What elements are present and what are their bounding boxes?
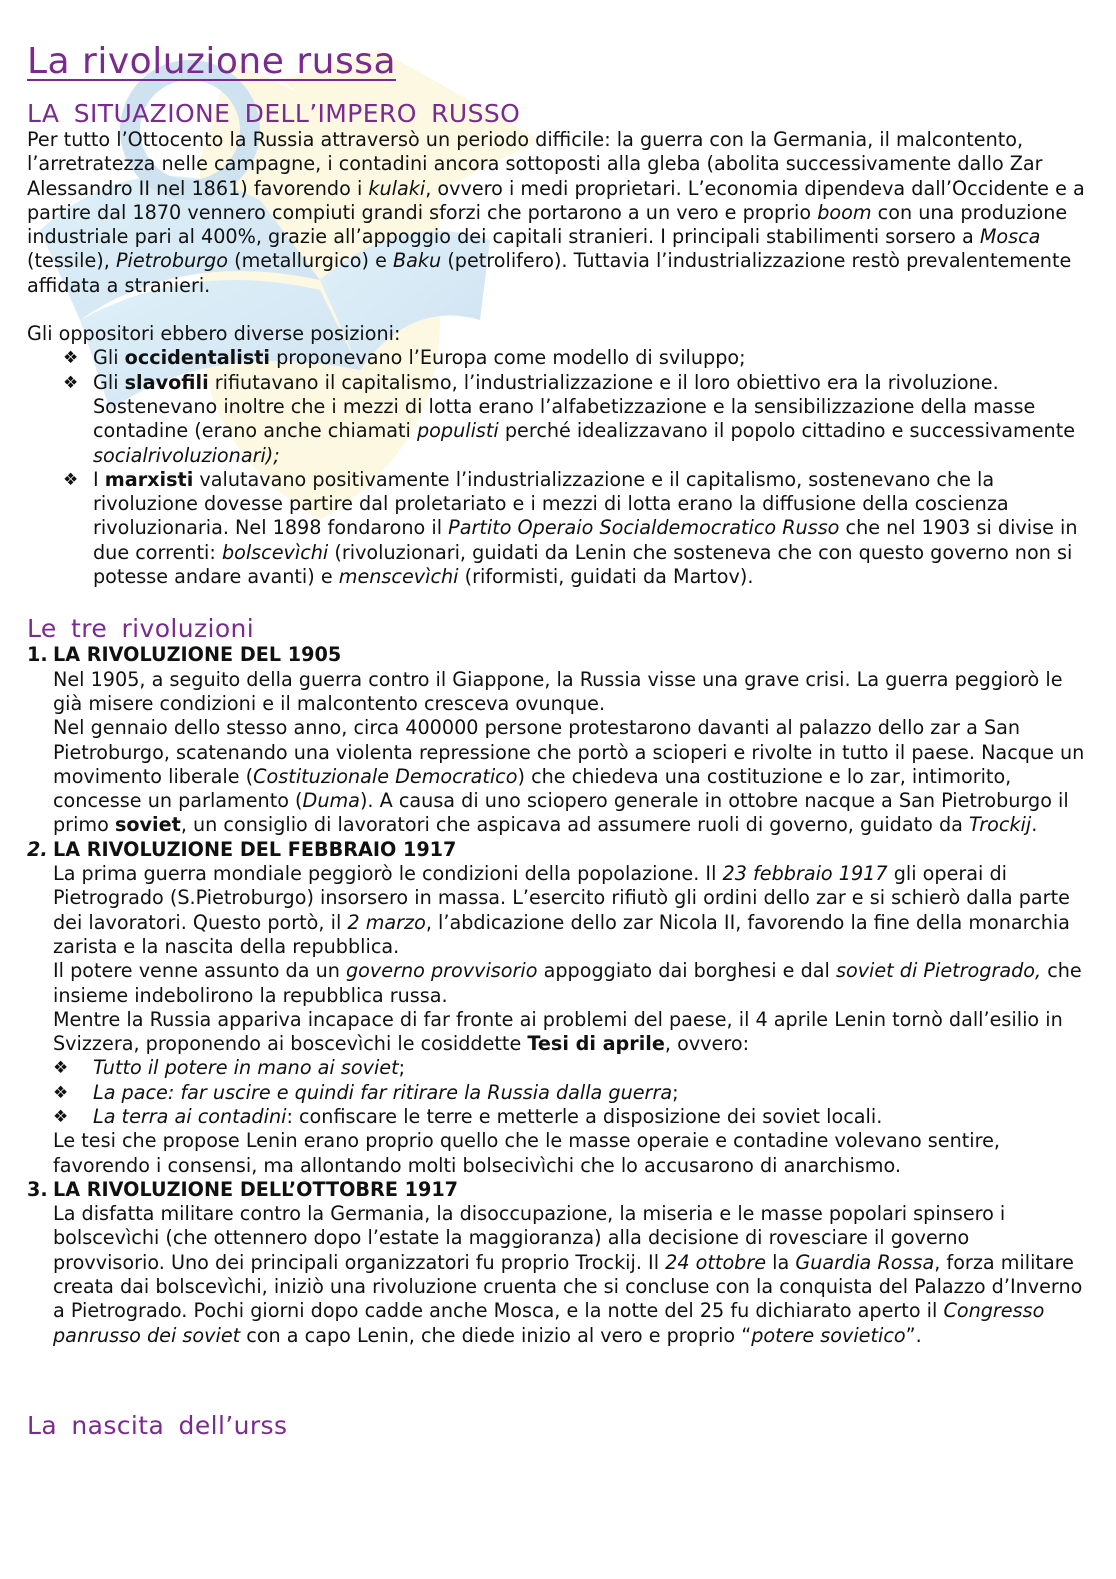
paragraph-situazione: Per tutto l’Ottocento la Russia attraversò un periodo difficile: la guerra con la Germania, il malcontento, l’arretratezza nelle campagne, i contadini ancora sottoposti alla gleba (abolita successivamente dallo Zar Alessandro II nel 1861) favorendo i kulaki, ovvero i medi proprietari. L’economia dipendeva dall’Occidente e a partire dal 1870 vennero compiuti grandi sforzi che portarono a un vero e proprio boom con una produzione industriale pari al 400%, grazie all’appoggio dei capitali stranieri. I principali stabilimenti sorsero a Mosca (tessile), Pietroburgo (metallurgico) e Baku (petrolifero). Tuttavia l’industrializzazione restò prevalentemente affidata a stranieri. <box>27 128 1085 297</box>
diamond-bullet-icon: ❖ <box>53 1082 69 1103</box>
rivoluzione-febbraio-title: 2. LA RIVOLUZIONE DEL FEBBRAIO 1917 <box>27 837 457 861</box>
paragraph: La prima guerra mondiale peggiorò le condizioni della popolazione. Il 23 febbraio 1917 gli operai di Pietrogrado (S.Pietroburgo) insorsero in massa. L’esercito rifiutò gli ordini dello zar e si schierò dalla parte dei lavoratori. Questo portò, il 2 marzo, l’abdicazione dello zar Nicola II, favorendo la fine della monarchia zarista e la nascita della repubblica. <box>53 862 1070 958</box>
paragraph: Nel 1905, a seguito della guerra contro il Giappone, la Russia visse una grave crisi. La guerra peggiorò le già misere condizioni e il malcontento cresceva ovunque. <box>53 667 1063 715</box>
list-item: ❖ La pace: far uscire e quindi far ritirare la Russia dalla guerra; <box>53 1080 679 1104</box>
paragraph: Mentre la Russia appariva incapace di far fronte ai problemi del paese, il 4 aprile Lenin tornò dall’esilio in Svizzera, proponendo ai boscevìchi le cosiddette Tesi di aprile, ovvero: <box>53 1007 1063 1056</box>
rivoluzione-ottobre-title: 3. LA RIVOLUZIONE DELL’OTTOBRE 1917 <box>27 1177 459 1201</box>
section-heading-tre-rivoluzioni: Le tre rivoluzioni <box>27 614 255 644</box>
section-heading-situazione: LA SITUAZIONE DELL’IMPERO RUSSO <box>27 99 521 128</box>
document-content <box>27 38 1087 1440</box>
rivoluzione-1905-title: 1. LA RIVOLUZIONE DEL 1905 <box>27 643 342 667</box>
list-item: ❖ La terra ai contadini: confiscare le terre e metterle a disposizione dei soviet locali. <box>53 1104 883 1128</box>
paragraph: La disfatta militare contro la Germania, la disoccupazione, la miseria e le masse popolari spinsero i bolscevìchi (che ottennero dopo l’estate la maggioranza) alla decisione di rovesciare il governo provvisorio. Uno dei principali organizzatori fu proprio Trockij. Il 24 ottobre la Guardia Rossa, forza militare creata dai bolscevìchi, iniziò una rivoluzione cruenta che si concluse con la conquista del Palazzo d’Inverno a Pietrogrado. Pochi giorni dopo cadde anche Mosca, e la notte del 25 fu dichiarato aperto il Congresso panrusso dei soviet con a capo Lenin, che diede inizio al vero e proprio “potere sovietico”. <box>53 1202 1083 1347</box>
rivoluzione-1905-body <box>27 668 1087 838</box>
diamond-bullet-icon: ❖ <box>53 1106 69 1127</box>
tesi-di-aprile-list <box>53 1056 1087 1129</box>
paragraph: Nel gennaio dello stesso anno, circa 400000 persone protestarono davanti al palazzo dello zar a San Pietroburgo, scatenando una violenta repressione che portò a scioperi e rivolte in tutto il paese. Nacque un movimento liberale (Costituzionale Democratico) che chiedeva una costituzione e lo zar, intimorito, concesse un parlamento (Duma). A causa di uno sciopero generale in ottobre nacque a San Pietroburgo il primo soviet, un consiglio di lavoratori che aspicava ad assumere ruoli di governo, guidato da Trockij. <box>53 716 1085 837</box>
list-item: ❖ Gli slavofili rifiutavano il capitalismo, l’industrializzazione e il loro obiettivo era la rivoluzione. Sostenevano inoltre che i mezzi di lotta erano l’alfabetizzazione e la sensibilizzazione della masse contadine (erano anche chiamati populisti perché idealizzavano il popolo cittadino e successivamente socialrivoluzionari); <box>63 370 1076 467</box>
diamond-bullet-icon: ❖ <box>63 469 79 490</box>
diamond-bullet-icon: ❖ <box>53 1058 69 1079</box>
section-heading-nascita-urss: La nascita dell’urss <box>27 1410 288 1440</box>
diamond-bullet-icon: ❖ <box>63 348 79 369</box>
diamond-bullet-icon: ❖ <box>63 372 79 393</box>
oppositori-intro: Gli oppositori ebbero diverse posizioni: <box>27 322 401 346</box>
paragraph: Il potere venne assunto da un governo provvisorio appoggiato dai borghesi e dal soviet di Pietrogrado, che insieme indebolirono la repubblica russa. <box>53 959 1082 1007</box>
oppositori-list <box>27 346 1087 589</box>
paragraph: Le tesi che propose Lenin erano proprio quello che le masse operaie e contadine volevano sentire, favorendo i consensi, ma allontando molti bolsecivìchi che lo accusarono di anarchismo. <box>53 1129 1000 1177</box>
rivoluzione-febbraio-body <box>27 862 1087 1178</box>
list-item: ❖ I marxisti valutavano positivamente l’industrializzazione e il capitalismo, sostenevano che la rivoluzione dovesse partire dal proletariato e i mezzi di lotta erano la diffusione della coscienza rivoluzionaria. Nel 1898 fondarono il Partito Operaio Socialdemocratico Russo che nel 1903 si divise in due correnti: bolscevìchi (rivoluzionari, guidati da Lenin che sosteneva che con questo governo non si potesse andare avanti) e menscevìchi (riformisti, guidati da Martov). <box>63 467 1078 589</box>
rivoluzione-ottobre-body <box>27 1202 1087 1348</box>
document-title: La rivoluzione russa <box>27 41 397 82</box>
list-item: ❖ Tutto il potere in mano ai soviet; <box>53 1056 406 1080</box>
list-item: ❖ Gli occidentalisti proponevano l’Europa come modello di sviluppo; <box>63 346 746 370</box>
